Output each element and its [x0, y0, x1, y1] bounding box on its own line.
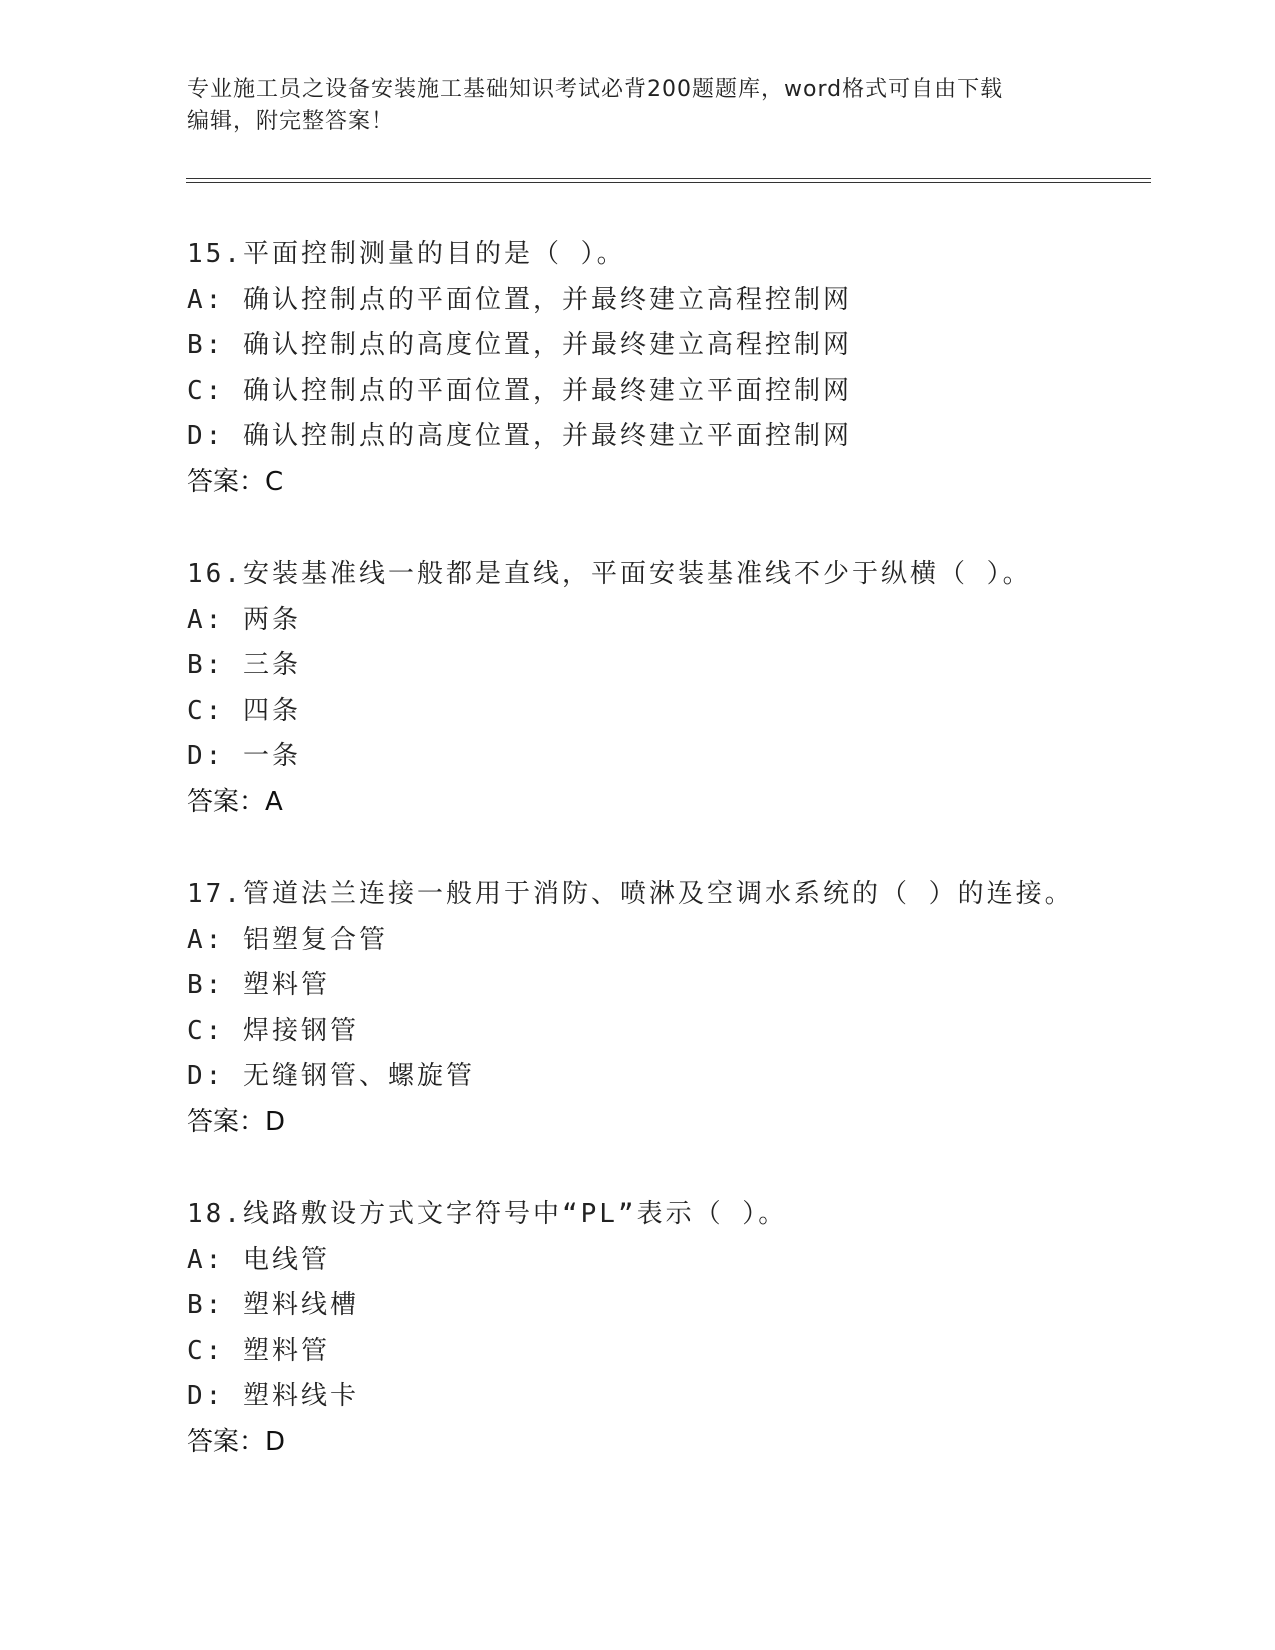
question-17	[187, 872, 1147, 1145]
answer: 答案：D	[187, 1106, 286, 1137]
option-d: D: 确认控制点的高度位置，并最终建立平面控制网	[187, 421, 852, 451]
header-divider-top	[186, 178, 1151, 179]
question-stem: 15.平面控制测量的目的是（ ）。	[187, 239, 626, 269]
option-b: B: 塑料管	[187, 970, 330, 1000]
question-18	[187, 1192, 1147, 1465]
question-15	[187, 232, 1147, 505]
option-a: A: 两条	[187, 604, 301, 635]
option-a: A: 确认控制点的平面位置，并最终建立高程控制网	[187, 284, 852, 315]
option-a: A: 铝塑复合管	[187, 924, 388, 955]
option-d: D: 一条	[187, 741, 301, 771]
document-header	[187, 74, 1067, 138]
question-stem: 16.安装基准线一般都是直线，平面安装基准线不少于纵横（ ）。	[187, 559, 1032, 589]
option-b: B: 塑料线槽	[187, 1290, 359, 1320]
option-d: D: 无缝钢管、螺旋管	[187, 1061, 475, 1091]
answer: 答案：C	[187, 466, 284, 497]
option-c: C: 确认控制点的平面位置，并最终建立平面控制网	[187, 375, 852, 406]
header-line-1: 专业施工员之设备安装施工基础知识考试必背200题题库，word格式可自由下载	[187, 77, 1004, 102]
answer: 答案：A	[187, 786, 283, 817]
option-d: D: 塑料线卡	[187, 1381, 359, 1411]
question-16	[187, 552, 1147, 825]
option-c: C: 焊接钢管	[187, 1015, 359, 1046]
option-b: B: 确认控制点的高度位置，并最终建立高程控制网	[187, 330, 852, 360]
question-stem: 18.线路敷设方式文字符号中“PL”表示（ ）。	[187, 1199, 788, 1229]
question-list	[187, 232, 1147, 1512]
option-a: A: 电线管	[187, 1244, 330, 1275]
option-c: C: 四条	[187, 695, 301, 726]
question-stem: 17.管道法兰连接一般用于消防、喷淋及空调水系统的（ ）的连接。	[187, 879, 1074, 909]
header-divider-bottom	[186, 182, 1151, 183]
option-b: B: 三条	[187, 650, 301, 680]
header-line-2: 编辑，附完整答案！	[187, 109, 395, 134]
option-c: C: 塑料管	[187, 1335, 330, 1366]
answer: 答案：D	[187, 1426, 286, 1457]
